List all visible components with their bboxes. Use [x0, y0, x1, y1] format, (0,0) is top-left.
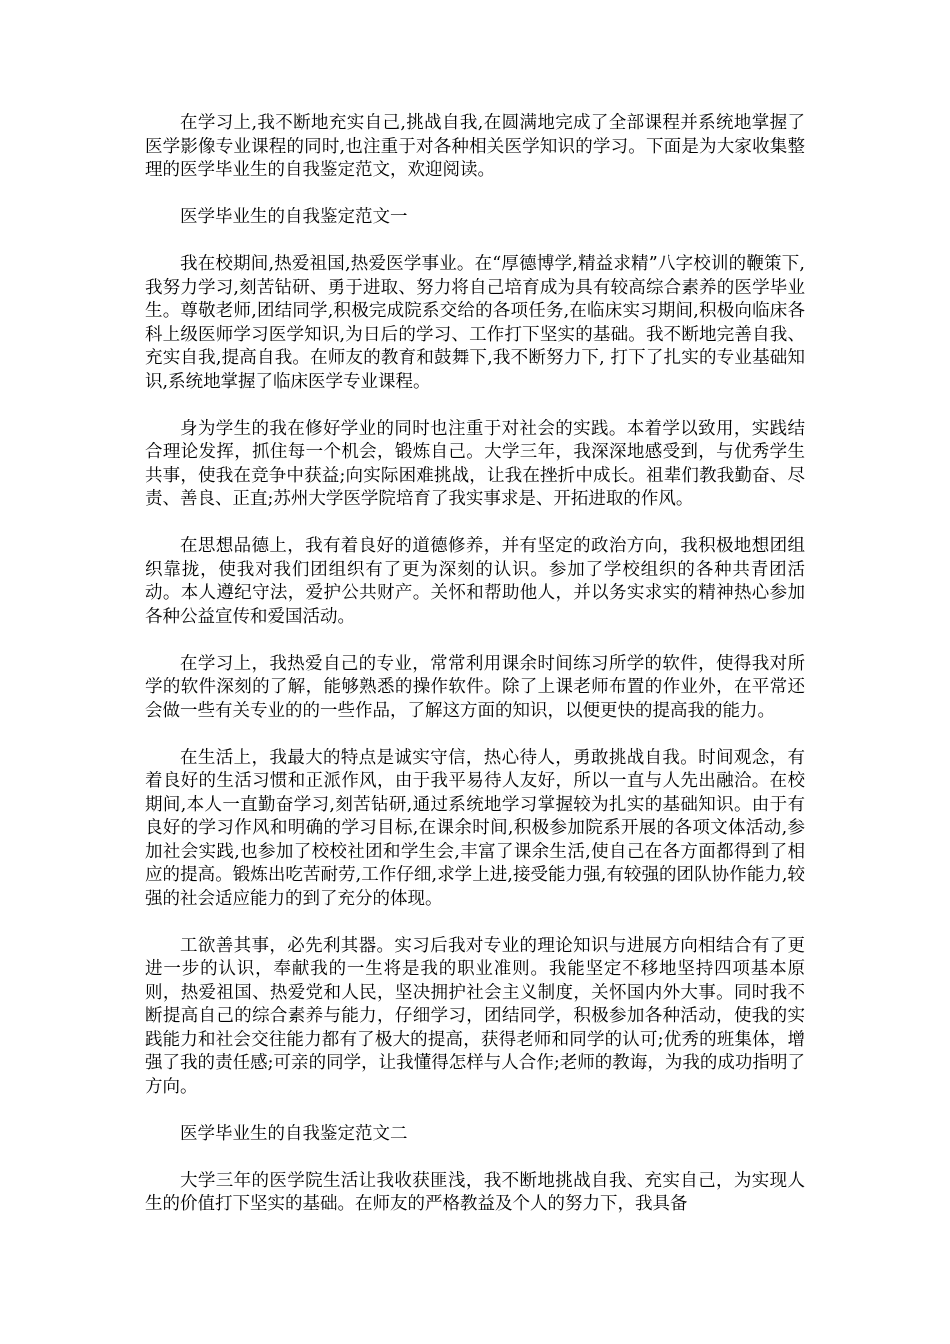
paragraph-3: 在思想品德上，我有着良好的道德修养，并有坚定的政治方向，我积极地想团组织靠拢，使我对我们团组织有了更为深刻的认识。参加了学校组织的各种共青团活动。本人遵纪守法，爱护公共财产。关怀和帮助他人，并以务实求实的精神热心参加各种公益宣传和爱国活动。 — [145, 536, 805, 627]
paragraph-7: 大学三年的医学院生活让我收获匪浅，我不断地挑战自我、充实自己，为实现人生的价值打下坚实的基础。在师友的严格教益及个人的努力下，我具备 — [145, 1170, 805, 1214]
paragraph-1: 我在校期间,热爱祖国,热爱医学事业。在“厚德博学,精益求精”八字校训的鞭策下,我努力学习,刻苦钻研、勇于进取、努力将自己培育成为具有较高综合素养的医学毕业生。尊敬老师,团结同学,积极完成院系交给的各项任务,在临床实习期间,积极向临床各科上级医师学习医学知识,为日后的学习、工作打下坚实的基础。我不断地完善自我、充实自我,提高自我。在师友的教育和鼓舞下,我不断努力下, 打下了扎实的专业基础知识,系统地掌握了临床医学专业课程。 — [145, 254, 805, 392]
paragraph-4: 在学习上，我热爱自己的专业，常常利用课余时间练习所学的软件，使得我对所学的软件深刻的了解，能够熟悉的操作软件。除了上课老师布置的作业外，在平常还会做一些有关专业的的一些作品，了解这方面的知识，以便更快的提高我的能力。 — [145, 653, 805, 721]
document-body — [145, 112, 805, 1240]
paragraph-5: 在生活上，我最大的特点是诚实守信，热心待人，勇敢挑战自我。时间观念，有着良好的生活习惯和正派作风，由于我平易待人友好，所以一直与人先出融洽。在校期间,本人一直勤奋学习,刻苦钻研,通过系统地学习掌握较为扎实的基础知识。由于有良好的学习作风和明确的学习目标,在课余时间,积极参加院系开展的各项文体活动,参加社会实践,也参加了校校社团和学生会,丰富了课余生活,使自己在各方面都得到了相应的提高。锻炼出吃苦耐劳,工作仔细,求学上进,接受能力强,有较强的团队协作能力,较强的社会适应能力的到了充分的体现。 — [145, 747, 805, 909]
intro-paragraph: 在学习上,我不断地充实自己,挑战自我,在圆满地完成了全部课程并系统地掌握了医学影像专业课程的同时,也注重于对各种相关医学知识的学习。下面是为大家收集整理的医学毕业生的自我鉴定范文，欢迎阅读。 — [145, 113, 805, 180]
paragraph-2: 身为学生的我在修好学业的同时也注重于对社会的实践。本着学以致用，实践结合理论发挥，抓住每一个机会，锻炼自己。大学三年，我深深地感受到，与优秀学生共事，使我在竞争中获益;向实际困难挑战，让我在挫折中成长。祖辈们教我勤奋、尽责、善良、正直;苏州大学医学院培育了我实事求是、开拓进取的作风。 — [145, 418, 805, 509]
section-heading-1: 医学毕业生的自我鉴定范文一 — [180, 207, 408, 227]
section-heading-2: 医学毕业生的自我鉴定范文二 — [180, 1123, 408, 1144]
paragraph-6: 工欲善其事，必先利其器。实习后我对专业的理论知识与进展方向相结合有了更进一步的认识，奉献我的一生将是我的职业准则。我能坚定不移地坚持四项基本原则，热爱祖国、热爱党和人民，坚决拥护社会主义制度，关怀国内外大事。同时我不断提高自己的综合素养与能力，仔细学习，团结同学，积极参加各种活动，使我的实践能力和社会交往能力都有了极大的提高，获得老师和同学的认可;优秀的班集体，增强了我的责任感;可亲的同学，让我懂得怎样与人合作;老师的教诲，为我的成功指明了方向。 — [145, 935, 805, 1097]
